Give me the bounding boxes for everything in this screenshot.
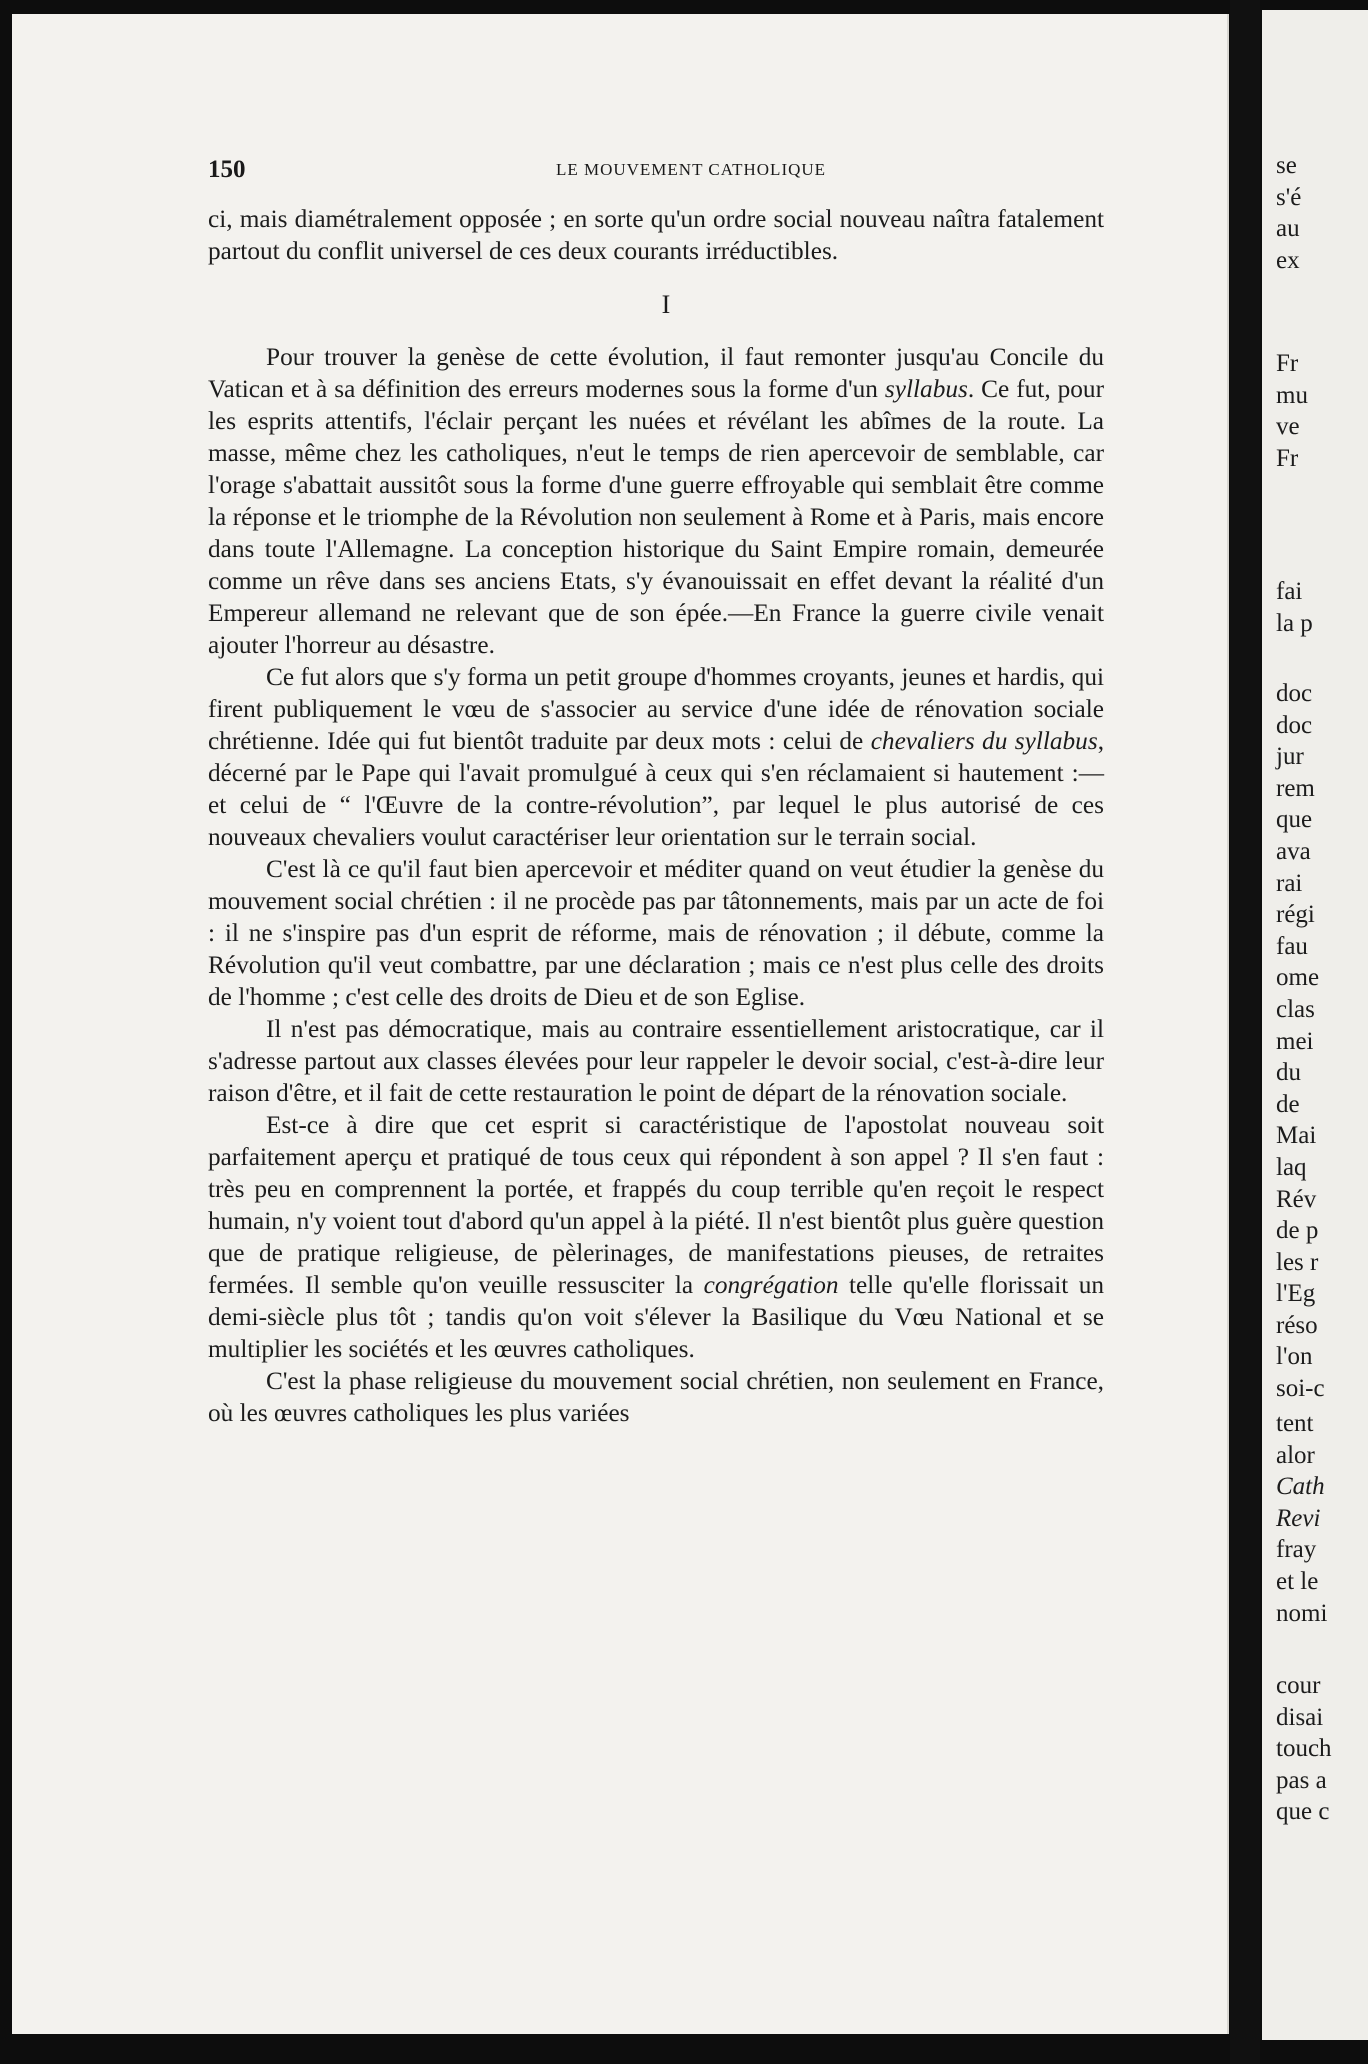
- paragraph: Ce fut alors que s'y forma un petit groupe d'hommes croyants, jeunes et hardis, qui firent publiquement le vœu de s'associer au service d'une idée de rénovation sociale chrétienne. Idée qui fut bientôt traduite par deux mots : celui de chevaliers du syllabus, décerné par le Pape qui l'avait promulgué à ceux qui s'en réclamaient si hautement :— et celui de “ l'Œuvre de la contre-révolution”, par lequel le plus autorisé de ces nouveaux chevaliers voulut caractériser leur orientation sur le terrain social.: [208, 663, 1105, 851]
- page-header: [208, 156, 1104, 186]
- paragraph: C'est là ce qu'il faut bien apercevoir et méditer quand on veut étudier la genèse du mouvement social chrétien : il ne procède pas par tâtonnements, mais par un acte de foi : il ne s'inspire pas d'un esprit de réforme, mais de rénovation ; il débute, comme la Révolution qu'il veut combattre, par une déclaration ; mais ce n'est plus celle des droits de l'homme ; c'est celle des droits de Dieu et de son Eglise.: [208, 855, 1104, 1011]
- right-fragments-group3: fai la p: [1276, 578, 1313, 637]
- right-fragments-group2: Fr mu ve Fr: [1276, 350, 1308, 472]
- right-fragments-group4: doc doc jur rem que ava rai régi fau ome clas mei du de Mai laq Rév de p les r l'Eg réso l'on soi-c: [1276, 680, 1325, 1403]
- running-title: LE MOUVEMENT CATHOLIQUE: [555, 160, 827, 179]
- page-number: 150: [208, 156, 246, 183]
- right-fragments-group1: se s'é au ex: [1276, 152, 1302, 274]
- section-number: I: [661, 290, 671, 319]
- paragraph-continuation: ci, mais diamétralement opposée ; en sorte qu'un ordre social nouveau naîtra fatalement partout du conflit universel de ces deux courants irréductibles.: [208, 205, 1104, 265]
- right-fragments-group6: cour disai touch pas a que c: [1276, 1672, 1332, 1826]
- paragraph: Il n'est pas démocratique, mais au contraire essentiellement aristocratique, car il s'adresse partout aux classes élevées pour leur rappeler le devoir social, c'est-à-dire leur raison d'être, et il fait de cette restauration le point de départ de la rénovation sociale.: [208, 1015, 1104, 1107]
- paragraph: Pour trouver la genèse de cette évolution, il faut remonter jusqu'au Concile du Vatican et à sa définition des erreurs modernes sous la forme d'un syllabus. Ce fut, pour les esprits attentifs, l'éclair perçant les nuées et révélant les abîmes de la route. La masse, même chez les catholiques, n'eut le temps de rien apercevoir de semblable, car l'orage s'abattait aussitôt sous la forme d'une guerre effroyable qui semblait être comme la réponse et le triomphe de la Révolution non seulement à Rome et à Paris, mais encore dans toute l'Allemagne. La conception historique du Saint Empire romain, demeurée comme un rêve dans ses anciens Etats, s'y évanouissait en effet devant la réalité d'un Empereur allemand ne relevant que de son épée.—En France la guerre civile venait ajouter l'horreur au désastre.: [208, 343, 1104, 659]
- main-text: [208, 203, 1104, 1429]
- right-page-edge: [1262, 10, 1368, 2040]
- book-gutter: [1230, 0, 1260, 2064]
- paragraph: Est-ce à dire que cet esprit si caractéristique de l'apostolat nouveau soit parfaitement aperçu et pratiqué de tous ceux qui répondent à son appel ? Il s'en faut : très peu en comprennent la portée, et frappés du coup terrible qu'en reçoit le respect humain, n'y voient tout d'abord qu'un appel à la piété. Il n'est bientôt plus guère question que de pratique religieuse, de pèlerinages, de manifestations pieuses, de retraites fermées. Il semble qu'on veuille ressusciter la congrégation telle qu'elle florissait un demi-siècle plus tôt ; tandis qu'on voit s'élever la Basilique du Vœu National et se multiplier les sociétés et les œuvres catholiques.: [208, 1111, 1104, 1363]
- paragraph: C'est la phase religieuse du mouvement social chrétien, non seulement en France, où les œuvres catholiques les plus variées: [208, 1367, 1104, 1427]
- right-fragments-group5: tent alor Cath Revi fray et le nomi: [1276, 1410, 1328, 1627]
